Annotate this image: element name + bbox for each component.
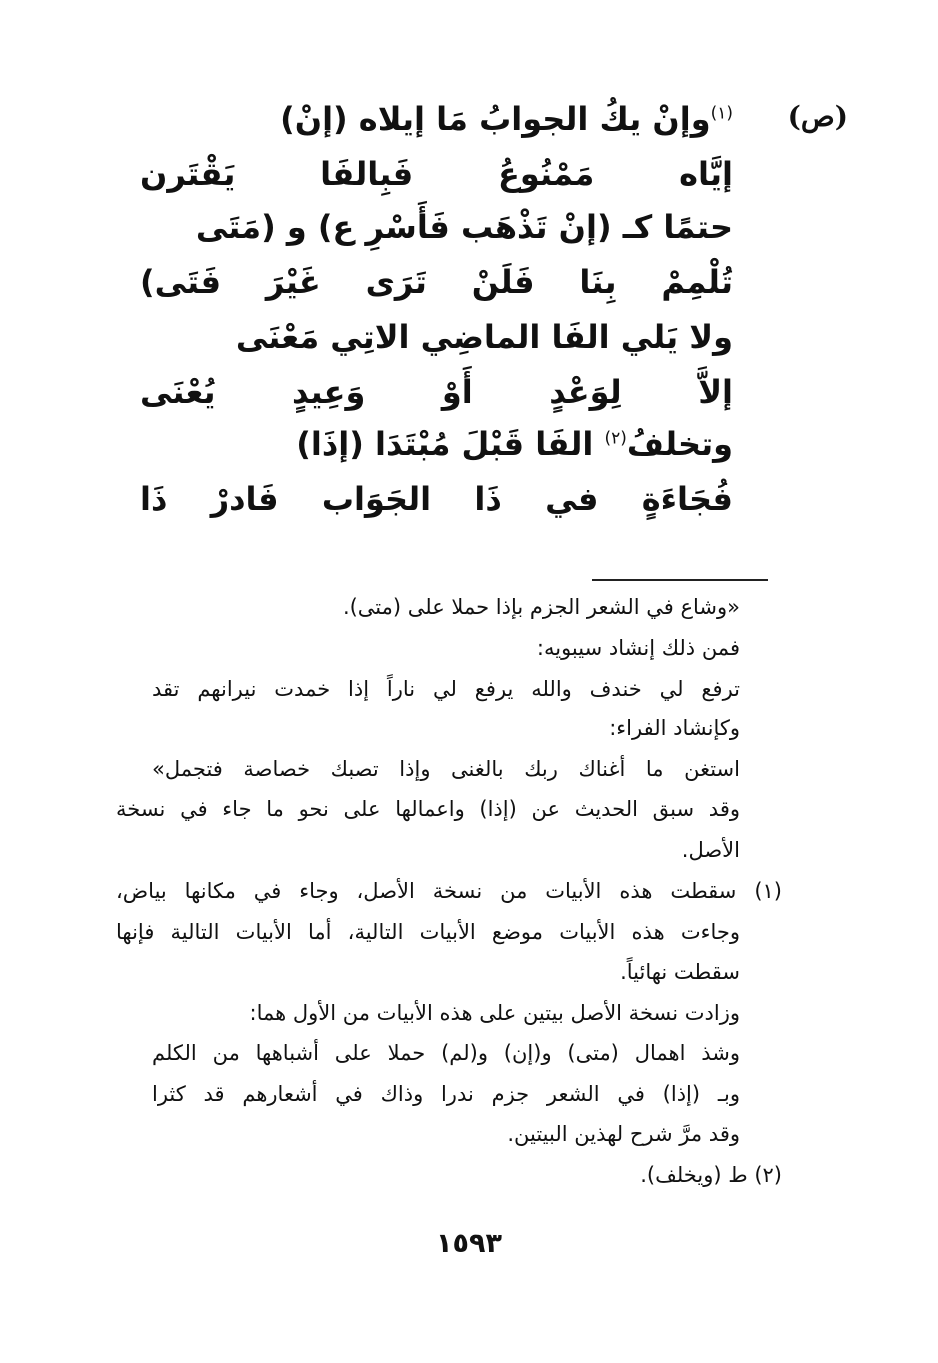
verse-line-1: [280, 100, 733, 138]
verse-line-7: [296, 425, 733, 463]
footnote-2: (٢) ط (ويخلف).: [640, 1163, 782, 1187]
verse-line-8: فُجَاءَةٍ في ذَا الجَوَاب فَادرْ ذَا: [140, 480, 733, 518]
footnote-line: الأصل.: [681, 838, 740, 862]
footnote-line: وجاءت هذه الأبيات موضع الأبيات التالية، أما الأبيات التالية فإنها: [116, 920, 740, 944]
footnote-separator: [592, 579, 768, 581]
footnote-1: (١) سقطت هذه الأبيات من نسخة الأصل، وجاء في مكانها بياض،: [116, 879, 782, 903]
footnote-line: «وشاع في الشعر الجزم بإذا حملا على (متى).: [342, 595, 740, 619]
footnote-line: فمن ذلك إنشاد سيبويه:: [536, 636, 740, 660]
footnote-line: وزادت نسخة الأصل بيتين على هذه الأبيات من الأول هما:: [249, 1001, 740, 1025]
footnote-ref-1: (١): [710, 103, 733, 124]
footnote-verse: وبـ (إذا) في الشعر جزم ندرا وذاك في أشعارهم قد كثرا: [152, 1082, 740, 1106]
verse-text: وتخلفُ: [626, 425, 733, 463]
verse-text: وإنْ يكُ الجوابُ مَا إيلاه (إنْ): [280, 100, 711, 138]
footnote-verse: ترفع لي خندف والله يرفع لي ناراً إذا خمدت نيرانهم تقد: [152, 677, 740, 701]
verse-line-6: إلاَّ لِوَعْدٍ أَوْ وَعِيدٍ يُعْنَى: [140, 373, 733, 411]
footnote-line: وقد مرَّ شرح لهذين البيتين.: [507, 1122, 740, 1146]
verse-text: الفَا قَبْلَ مُبْتَدَا (إذَا): [296, 425, 605, 463]
verse-line-3: حتمًا كـ (إنْ تَذْهَب فَأَسْرِ ع) و (مَتَى: [195, 208, 733, 246]
page-number: ١٥٩٣: [436, 1228, 502, 1259]
footnote-verse: استغن ما أغناك ربك بالغنى وإذا تصبك خصاصة فتجمل»: [152, 757, 740, 781]
verse-line-2: إيَّاه مَمْنُوعُ فَبِالفَا يَقْتَرن: [140, 155, 733, 193]
footnote-line: سقطت نهائياً.: [620, 960, 740, 984]
footnote-line: وكإنشاد الفراء:: [609, 716, 740, 740]
footnote-verse: وشذ اهمال (متى) و(إن) و(لم) حملا على أشباهها من الكلم: [152, 1041, 740, 1065]
footnote-ref-2: (٢): [604, 428, 627, 449]
verse-line-4: تُلْمِمْ بِنَا فَلَنْ تَرَى غَيْرَ فَتَى): [140, 263, 733, 301]
section-marker: (ص): [787, 100, 848, 133]
footnote-line: وقد سبق الحديث عن (إذا) واعمالها على نحو ما جاء في نسخة: [116, 797, 740, 821]
verse-line-5: ولا يَلي الفَا الماضِي الاتِي مَعْنَى: [235, 318, 733, 356]
